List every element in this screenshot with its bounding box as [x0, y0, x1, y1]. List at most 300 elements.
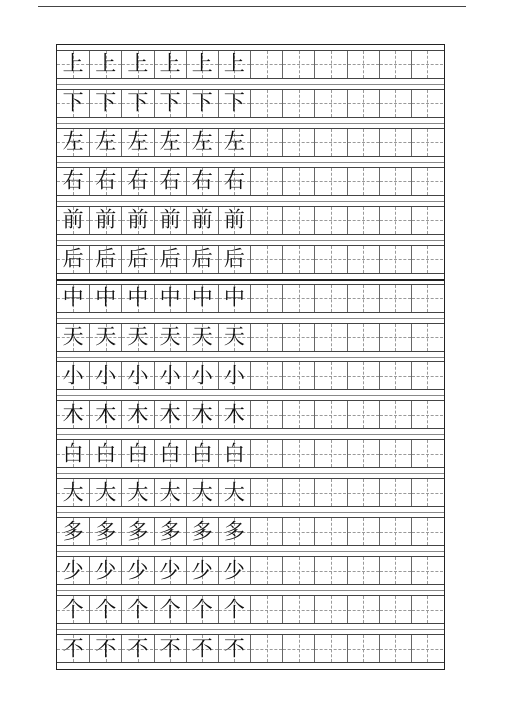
practice-character: 上: [127, 51, 149, 76]
practice-character: 天: [127, 324, 149, 349]
horizontal-guide-line: [380, 415, 411, 416]
horizontal-guide-line: [315, 142, 346, 143]
practice-character: 小: [191, 363, 213, 388]
grid-cell: [250, 246, 282, 273]
grid-cell: [250, 129, 282, 156]
practice-row: [57, 167, 444, 196]
grid-cell: [186, 207, 218, 234]
grid-cell: [282, 479, 314, 506]
horizontal-guide-line: [412, 64, 443, 65]
grid-cell: [121, 324, 153, 351]
horizontal-guide-line: [348, 142, 379, 143]
grid-cell: [250, 168, 282, 195]
horizontal-guide-line: [251, 337, 282, 338]
horizontal-guide-line: [283, 142, 314, 143]
horizontal-guide-line: [380, 532, 411, 533]
grid-cell: [411, 324, 443, 351]
practice-grid: [56, 44, 445, 670]
grid-cell: [379, 129, 411, 156]
horizontal-guide-line: [315, 454, 346, 455]
grid-cell: [347, 596, 379, 623]
grid-cell: [121, 285, 153, 312]
grid-cell: [411, 518, 443, 545]
horizontal-guide-line: [380, 181, 411, 182]
grid-cell: [121, 90, 153, 117]
row-separator: [57, 201, 444, 202]
grid-cell: [250, 324, 282, 351]
practice-character: 多: [191, 519, 213, 544]
row-separator: [57, 162, 444, 163]
horizontal-guide-line: [348, 610, 379, 611]
grid-cell: [347, 518, 379, 545]
practice-character: 左: [159, 129, 181, 154]
row-separator: [57, 629, 444, 630]
practice-character: 上: [223, 51, 245, 76]
horizontal-guide-line: [412, 376, 443, 377]
grid-cell: [218, 362, 250, 389]
grid-cell: [186, 246, 218, 273]
horizontal-guide-line: [283, 571, 314, 572]
grid-cell: [379, 285, 411, 312]
grid-cell: [57, 635, 89, 662]
practice-character: 不: [127, 636, 149, 661]
grid-cell: [218, 557, 250, 584]
practice-row: [57, 595, 444, 624]
practice-row: [57, 439, 444, 468]
row-separator: [57, 395, 444, 396]
horizontal-guide-line: [251, 571, 282, 572]
horizontal-guide-line: [412, 415, 443, 416]
grid-cell: [154, 362, 186, 389]
horizontal-guide-line: [412, 220, 443, 221]
horizontal-guide-line: [380, 220, 411, 221]
grid-cell: [347, 51, 379, 78]
grid-cell: [379, 557, 411, 584]
grid-cell: [347, 635, 379, 662]
practice-character: 不: [223, 636, 245, 661]
horizontal-guide-line: [251, 376, 282, 377]
row-separator: [57, 318, 444, 319]
practice-character: 多: [95, 519, 117, 544]
horizontal-guide-line: [315, 298, 346, 299]
practice-character: 多: [62, 519, 84, 544]
grid-cell: [154, 246, 186, 273]
grid-cell: [411, 596, 443, 623]
horizontal-guide-line: [380, 142, 411, 143]
horizontal-guide-line: [283, 649, 314, 650]
grid-cell: [411, 90, 443, 117]
horizontal-guide-line: [412, 649, 443, 650]
practice-row: [57, 556, 444, 585]
practice-character: 少: [95, 558, 117, 583]
grid-cell: [57, 362, 89, 389]
grid-cell: [282, 51, 314, 78]
horizontal-guide-line: [348, 337, 379, 338]
horizontal-guide-line: [412, 454, 443, 455]
grid-cell: [121, 129, 153, 156]
practice-character: 左: [223, 129, 245, 154]
practice-row: [57, 400, 444, 429]
practice-character: 个: [191, 597, 213, 622]
grid-cell: [347, 401, 379, 428]
practice-character: 个: [127, 597, 149, 622]
grid-cell: [154, 285, 186, 312]
horizontal-guide-line: [315, 259, 346, 260]
grid-cell: [411, 246, 443, 273]
horizontal-guide-line: [412, 103, 443, 104]
grid-cell: [250, 635, 282, 662]
practice-character: 大: [159, 480, 181, 505]
grid-cell: [250, 401, 282, 428]
practice-character: 中: [95, 285, 117, 310]
grid-cell: [57, 90, 89, 117]
horizontal-guide-line: [348, 376, 379, 377]
grid-cell: [121, 362, 153, 389]
practice-row: [57, 206, 444, 235]
horizontal-guide-line: [348, 532, 379, 533]
practice-character: 小: [95, 363, 117, 388]
practice-character: 右: [127, 168, 149, 193]
grid-cell: [347, 207, 379, 234]
horizontal-guide-line: [315, 181, 346, 182]
grid-cell: [250, 479, 282, 506]
grid-cell: [250, 285, 282, 312]
horizontal-guide-line: [348, 493, 379, 494]
horizontal-guide-line: [412, 493, 443, 494]
horizontal-guide-line: [380, 259, 411, 260]
practice-row: [57, 89, 444, 118]
grid-cell: [89, 557, 121, 584]
horizontal-guide-line: [283, 610, 314, 611]
practice-character: 上: [95, 51, 117, 76]
practice-character: 少: [191, 558, 213, 583]
practice-character: 中: [159, 285, 181, 310]
practice-row: [57, 478, 444, 507]
grid-cell: [57, 518, 89, 545]
grid-cell: [186, 285, 218, 312]
horizontal-guide-line: [251, 142, 282, 143]
grid-cell: [57, 129, 89, 156]
grid-cell: [282, 362, 314, 389]
grid-cell: [411, 401, 443, 428]
practice-row: [57, 361, 444, 390]
grid-cell: [57, 51, 89, 78]
grid-cell: [218, 635, 250, 662]
horizontal-guide-line: [380, 571, 411, 572]
practice-character: 白: [159, 441, 181, 466]
practice-character: 多: [159, 519, 181, 544]
grid-cell: [154, 168, 186, 195]
grid-cell: [411, 479, 443, 506]
grid-cell: [186, 518, 218, 545]
horizontal-guide-line: [380, 649, 411, 650]
horizontal-guide-line: [283, 337, 314, 338]
horizontal-guide-line: [348, 649, 379, 650]
practice-character: 下: [223, 90, 245, 115]
grid-cell: [57, 401, 89, 428]
grid-cell: [186, 168, 218, 195]
practice-character: 木: [159, 402, 181, 427]
horizontal-guide-line: [348, 181, 379, 182]
horizontal-guide-line: [315, 532, 346, 533]
horizontal-guide-line: [348, 298, 379, 299]
grid-cell: [282, 168, 314, 195]
horizontal-guide-line: [251, 181, 282, 182]
grid-cell: [282, 557, 314, 584]
practice-character: 木: [62, 402, 84, 427]
practice-character: 大: [127, 480, 149, 505]
practice-character: 后: [62, 246, 84, 271]
grid-cell: [154, 440, 186, 467]
practice-character: 白: [62, 441, 84, 466]
practice-character: 前: [95, 207, 117, 232]
horizontal-guide-line: [251, 415, 282, 416]
practice-character: 个: [62, 597, 84, 622]
horizontal-guide-line: [412, 571, 443, 572]
horizontal-guide-line: [348, 571, 379, 572]
horizontal-guide-line: [283, 103, 314, 104]
grid-cell: [218, 168, 250, 195]
grid-cell: [218, 285, 250, 312]
grid-cell: [121, 518, 153, 545]
grid-cell: [282, 518, 314, 545]
practice-character: 前: [159, 207, 181, 232]
grid-cell: [89, 324, 121, 351]
practice-character: 前: [223, 207, 245, 232]
grid-cell: [347, 479, 379, 506]
row-separator: [57, 551, 444, 552]
practice-character: 不: [191, 636, 213, 661]
practice-character: 小: [62, 363, 84, 388]
practice-character: 中: [223, 285, 245, 310]
practice-character: 天: [191, 324, 213, 349]
grid-cell: [314, 324, 346, 351]
grid-cell: [347, 246, 379, 273]
row-separator: [57, 434, 444, 435]
horizontal-guide-line: [412, 337, 443, 338]
grid-cell: [314, 168, 346, 195]
grid-cell: [218, 479, 250, 506]
practice-character: 小: [127, 363, 149, 388]
practice-character: 小: [159, 363, 181, 388]
grid-cell: [282, 596, 314, 623]
practice-character: 不: [95, 636, 117, 661]
practice-character: 上: [191, 51, 213, 76]
practice-character: 不: [62, 636, 84, 661]
grid-cell: [89, 51, 121, 78]
grid-cell: [250, 596, 282, 623]
practice-character: 后: [191, 246, 213, 271]
practice-character: 木: [223, 402, 245, 427]
practice-character: 多: [127, 519, 149, 544]
horizontal-guide-line: [380, 454, 411, 455]
grid-cell: [411, 51, 443, 78]
grid-cell: [186, 90, 218, 117]
grid-cell: [154, 596, 186, 623]
grid-cell: [121, 246, 153, 273]
horizontal-guide-line: [315, 376, 346, 377]
practice-character: 木: [95, 402, 117, 427]
grid-cell: [379, 90, 411, 117]
grid-cell: [250, 440, 282, 467]
practice-character: 少: [127, 558, 149, 583]
practice-character: 下: [159, 90, 181, 115]
grid-cell: [121, 207, 153, 234]
horizontal-guide-line: [380, 493, 411, 494]
grid-cell: [250, 51, 282, 78]
horizontal-guide-line: [283, 532, 314, 533]
horizontal-guide-line: [348, 220, 379, 221]
grid-cell: [154, 635, 186, 662]
grid-cell: [250, 362, 282, 389]
practice-character: 中: [191, 285, 213, 310]
practice-character: 前: [62, 207, 84, 232]
practice-character: 右: [223, 168, 245, 193]
horizontal-guide-line: [315, 610, 346, 611]
horizontal-guide-line: [283, 376, 314, 377]
practice-character: 个: [95, 597, 117, 622]
practice-character: 中: [62, 285, 84, 310]
grid-cell: [282, 324, 314, 351]
grid-cell: [186, 362, 218, 389]
grid-cell: [89, 362, 121, 389]
grid-cell: [57, 596, 89, 623]
practice-character: 左: [62, 129, 84, 154]
practice-character: 少: [62, 558, 84, 583]
grid-cell: [347, 285, 379, 312]
practice-character: 下: [127, 90, 149, 115]
grid-cell: [89, 635, 121, 662]
grid-cell: [314, 285, 346, 312]
grid-cell: [314, 596, 346, 623]
grid-cell: [314, 90, 346, 117]
grid-cell: [379, 518, 411, 545]
grid-cell: [57, 246, 89, 273]
grid-cell: [379, 51, 411, 78]
grid-cell: [411, 362, 443, 389]
horizontal-guide-line: [315, 493, 346, 494]
grid-cell: [57, 285, 89, 312]
grid-cell: [314, 518, 346, 545]
row-separator: [57, 512, 444, 513]
horizontal-guide-line: [283, 64, 314, 65]
grid-cell: [89, 207, 121, 234]
practice-row: [57, 323, 444, 352]
grid-cell: [186, 129, 218, 156]
grid-cell: [379, 635, 411, 662]
practice-character: 左: [127, 129, 149, 154]
grid-cell: [347, 324, 379, 351]
practice-character: 不: [159, 636, 181, 661]
practice-character: 右: [159, 168, 181, 193]
horizontal-guide-line: [348, 415, 379, 416]
grid-cell: [186, 51, 218, 78]
row-separator: [57, 84, 444, 85]
grid-cell: [379, 479, 411, 506]
grid-cell: [379, 207, 411, 234]
grid-cell: [154, 479, 186, 506]
horizontal-guide-line: [412, 532, 443, 533]
grid-cell: [186, 324, 218, 351]
grid-cell: [411, 129, 443, 156]
practice-character: 木: [191, 402, 213, 427]
horizontal-guide-line: [380, 376, 411, 377]
grid-cell: [282, 285, 314, 312]
grid-cell: [314, 635, 346, 662]
practice-character: 个: [159, 597, 181, 622]
grid-cell: [121, 635, 153, 662]
grid-cell: [89, 596, 121, 623]
horizontal-guide-line: [251, 649, 282, 650]
grid-cell: [154, 324, 186, 351]
horizontal-guide-line: [251, 64, 282, 65]
grid-cell: [379, 324, 411, 351]
grid-cell: [57, 479, 89, 506]
horizontal-guide-line: [348, 259, 379, 260]
grid-cell: [379, 401, 411, 428]
horizontal-guide-line: [283, 220, 314, 221]
grid-cell: [57, 168, 89, 195]
grid-cell: [314, 51, 346, 78]
grid-cell: [282, 635, 314, 662]
horizontal-guide-line: [251, 298, 282, 299]
grid-cell: [186, 635, 218, 662]
grid-cell: [154, 90, 186, 117]
row-separator: [57, 357, 444, 358]
practice-character: 右: [95, 168, 117, 193]
grid-cell: [218, 51, 250, 78]
horizontal-guide-line: [315, 337, 346, 338]
grid-cell: [186, 440, 218, 467]
grid-cell: [411, 440, 443, 467]
horizontal-guide-line: [348, 454, 379, 455]
practice-character: 白: [223, 441, 245, 466]
horizontal-guide-line: [283, 454, 314, 455]
practice-character: 上: [62, 51, 84, 76]
grid-cell: [347, 440, 379, 467]
grid-cell: [379, 362, 411, 389]
grid-cell: [186, 401, 218, 428]
grid-cell: [186, 479, 218, 506]
grid-cell: [218, 518, 250, 545]
horizontal-guide-line: [315, 415, 346, 416]
grid-cell: [154, 51, 186, 78]
grid-cell: [314, 479, 346, 506]
grid-cell: [282, 401, 314, 428]
practice-character: 大: [191, 480, 213, 505]
horizontal-guide-line: [251, 220, 282, 221]
horizontal-guide-line: [412, 181, 443, 182]
practice-character: 前: [191, 207, 213, 232]
practice-character: 白: [95, 441, 117, 466]
grid-cell: [282, 246, 314, 273]
practice-character: 下: [62, 90, 84, 115]
practice-character: 天: [159, 324, 181, 349]
grid-cell: [89, 129, 121, 156]
grid-cell: [89, 246, 121, 273]
grid-cell: [379, 440, 411, 467]
grid-cell: [154, 557, 186, 584]
grid-cell: [250, 207, 282, 234]
grid-cell: [314, 129, 346, 156]
grid-cell: [89, 168, 121, 195]
practice-row: [57, 50, 444, 79]
grid-cell: [89, 285, 121, 312]
grid-cell: [121, 596, 153, 623]
horizontal-guide-line: [315, 649, 346, 650]
row-separator: [57, 240, 444, 241]
grid-cell: [411, 285, 443, 312]
